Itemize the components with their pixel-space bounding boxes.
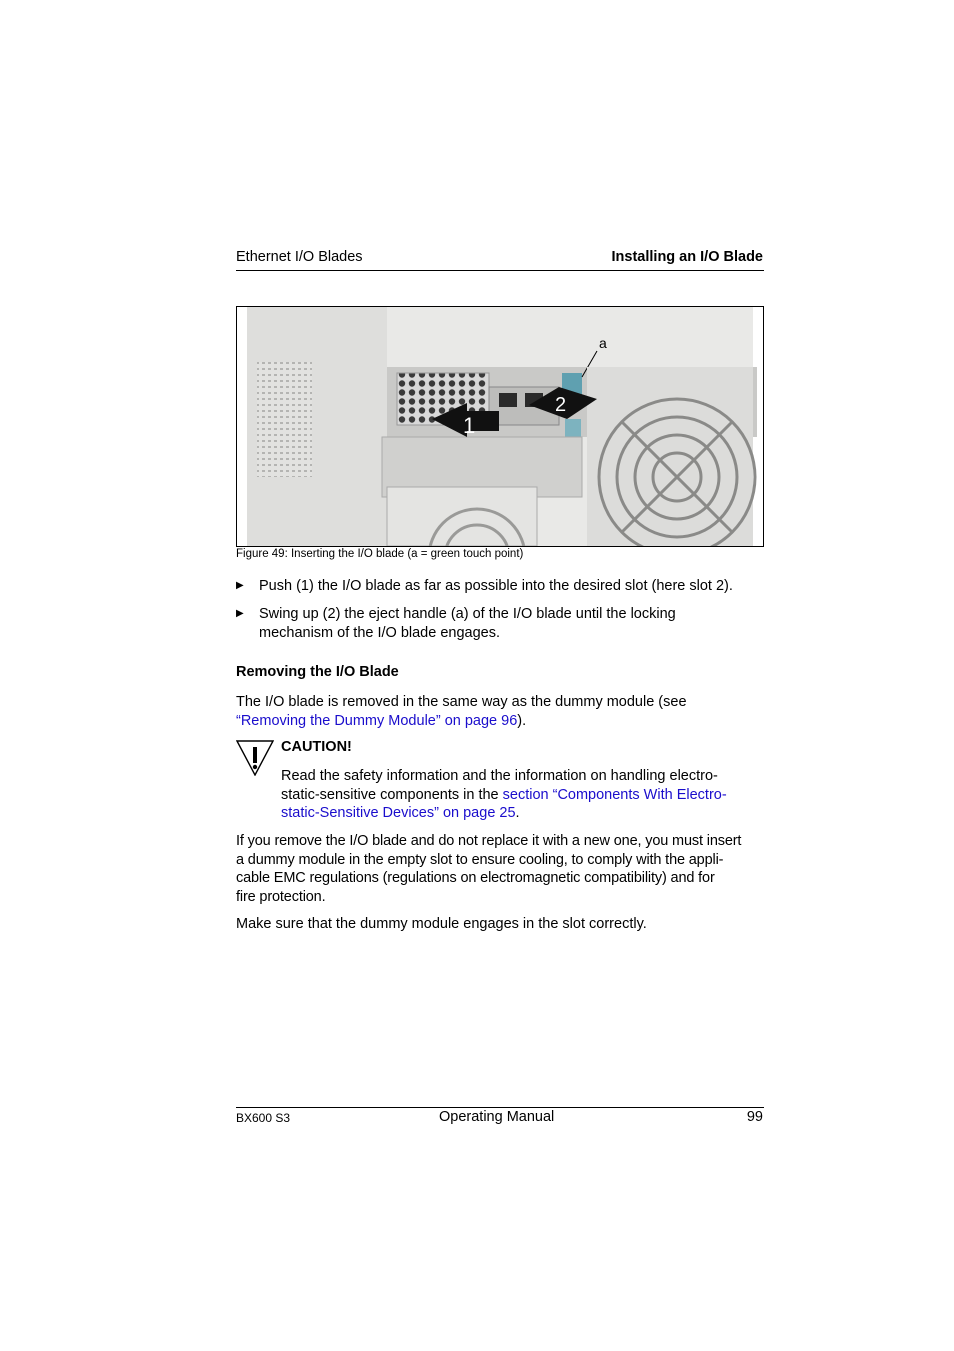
- esd-section-link[interactable]: section “Components With Electro-: [502, 786, 727, 803]
- paragraph-line: cable EMC regulations (regulations on electromagnetic compatibility) and for: [236, 870, 715, 886]
- footer-product: BX600 S3: [236, 1111, 291, 1125]
- paragraph-line: fire protection.: [236, 888, 326, 905]
- section-intro: [236, 693, 764, 730]
- caution-icon: [236, 740, 274, 776]
- step-text-line: mechanism of the I/O blade engages.: [259, 624, 501, 641]
- paragraph-line: a dummy module in the empty slot to ensure cooling, to comply with the appli-: [236, 851, 724, 868]
- paragraph-engage: Make sure that the dummy module engages in the slot correctly.: [236, 916, 647, 932]
- section-heading: Removing the I/O Blade: [236, 664, 399, 680]
- step-text: [259, 605, 764, 642]
- bullet-triangle-icon: ▶: [236, 608, 244, 619]
- caution-body: [281, 767, 764, 823]
- intro-tail: ).: [517, 712, 527, 729]
- header-section-title: Installing an I/O Blade: [611, 249, 763, 265]
- esd-section-link-cont[interactable]: static-Sensitive Devices” on page 25: [281, 805, 516, 821]
- caution-tail: .: [515, 805, 520, 821]
- step-text-line: Swing up (2) the eject handle (a) of the I/O blade until the locking: [259, 606, 676, 622]
- bullet-triangle-icon: ▶: [236, 580, 244, 591]
- caution-title: CAUTION!: [281, 739, 352, 755]
- intro-line: The I/O blade is removed in the same way as the dummy module (see: [236, 694, 687, 710]
- callout-a-label: a: [599, 335, 607, 351]
- paragraph-dummy-module: [236, 832, 764, 906]
- io-blade-illustration: [237, 307, 763, 546]
- paragraph-line: If you remove the I/O blade and do not replace it with a new one, you must insert: [236, 833, 742, 849]
- figure-io-blade-photo: [236, 306, 764, 547]
- caution-line: static-sensitive components in the: [281, 786, 503, 803]
- dummy-module-link[interactable]: “Removing the Dummy Module” on page 96: [236, 712, 518, 729]
- footer-rule: [236, 1107, 764, 1108]
- header-chapter-title: Ethernet I/O Blades: [236, 249, 363, 265]
- footer-page-number: 99: [746, 1109, 763, 1125]
- arrow-2-label: 2: [555, 394, 567, 416]
- caution-line: Read the safety information and the information on handling electro-: [281, 768, 718, 784]
- step-text: Push (1) the I/O blade as far as possible into the desired slot (here slot 2).: [259, 578, 733, 594]
- footer-manual-title: Operating Manual: [439, 1109, 555, 1125]
- header-rule: [236, 270, 764, 271]
- figure-caption: Figure 49: Inserting the I/O blade (a = green touch point): [236, 548, 524, 560]
- arrow-1-label: 1: [463, 413, 476, 438]
